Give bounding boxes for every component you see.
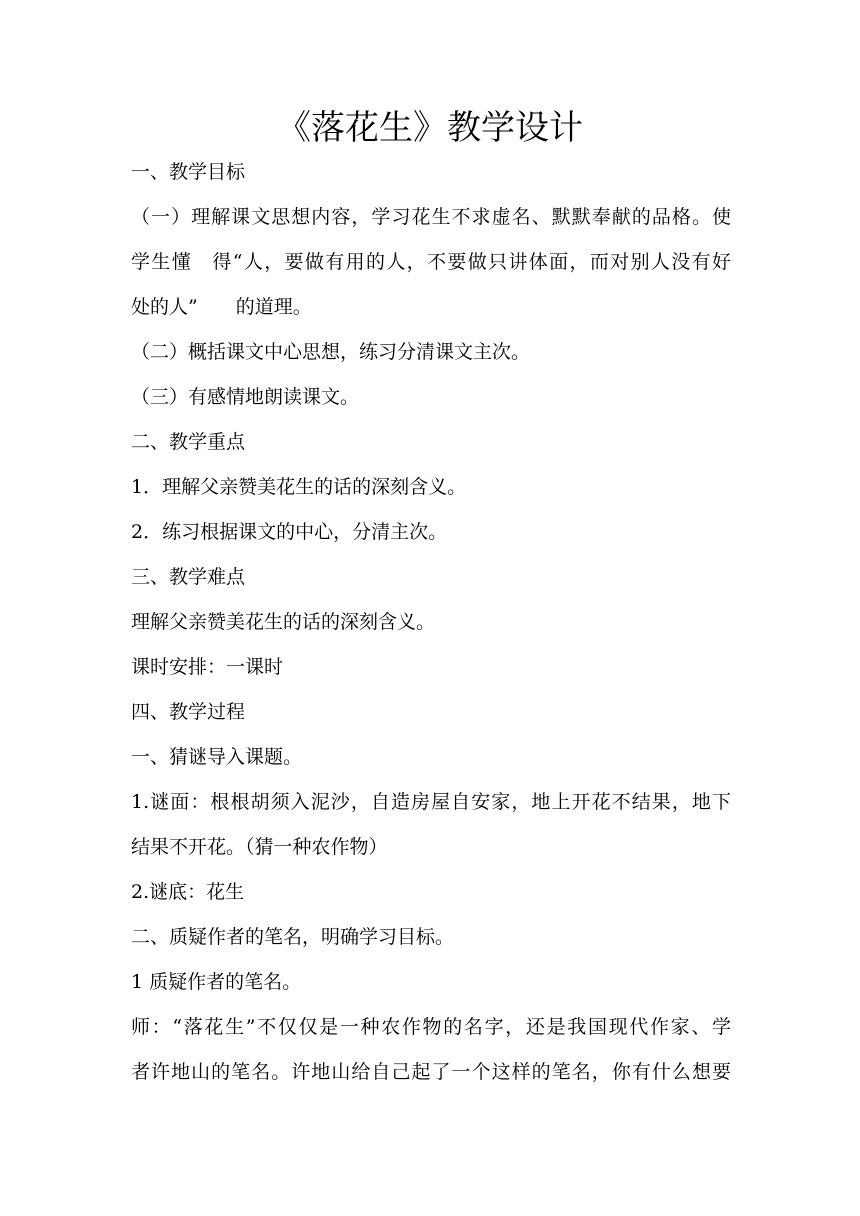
paragraph-line: 课时安排：一课时 bbox=[131, 656, 284, 678]
section-heading-objectives: 一、教学目标 bbox=[131, 161, 246, 183]
paragraph-line: （二）概括课文中心思想，练习分清课文主次。 bbox=[131, 341, 531, 363]
paragraph-line: 1 质疑作者的笔名。 bbox=[131, 971, 302, 993]
list-item: 2．练习根据课文的中心，分清主次。 bbox=[131, 521, 448, 543]
paragraph-line: 师：“落花生”不仅仅是一种农作物的名字，还是我国现代作家、学 bbox=[131, 1016, 731, 1038]
paragraph-line: 理解父亲赞美花生的话的深刻含义。 bbox=[131, 611, 436, 633]
paragraph-line: 者许地山的笔名。许地山给自己起了一个这样的笔名，你有什么想要 bbox=[131, 1061, 731, 1083]
paragraph-line: 2.谜底：花生 bbox=[131, 881, 245, 903]
document-body bbox=[131, 150, 731, 1095]
paragraph-line: 学生懂 得“人，要做有用的人，不要做只讲体面，而对别人没有好 bbox=[131, 251, 731, 273]
paragraph-line: 结果不开花。（猜一种农作物） bbox=[131, 836, 388, 858]
list-item: 1．理解父亲赞美花生的话的深刻含义。 bbox=[131, 476, 467, 498]
paragraph-line: 处的人” 的道理。 bbox=[131, 296, 312, 318]
paragraph-line: 1.谜面：根根胡须入泥沙，自造房屋自安家，地上开花不结果，地下 bbox=[131, 791, 731, 813]
document-title: 《落花生》教学设计 bbox=[277, 108, 583, 148]
paragraph-line: （一）理解课文思想内容，学习花生不求虚名、默默奉献的品格。使 bbox=[131, 206, 731, 228]
paragraph-line: （三）有感情地朗读课文。 bbox=[131, 386, 360, 408]
section-heading-difficulties: 三、教学难点 bbox=[131, 566, 246, 588]
section-heading-key-points: 二、教学重点 bbox=[131, 431, 246, 453]
section-heading-process: 四、教学过程 bbox=[131, 701, 246, 723]
subsection-heading: 一、猜谜导入课题。 bbox=[131, 746, 303, 768]
subsection-heading: 二、质疑作者的笔名，明确学习目标。 bbox=[131, 926, 455, 948]
